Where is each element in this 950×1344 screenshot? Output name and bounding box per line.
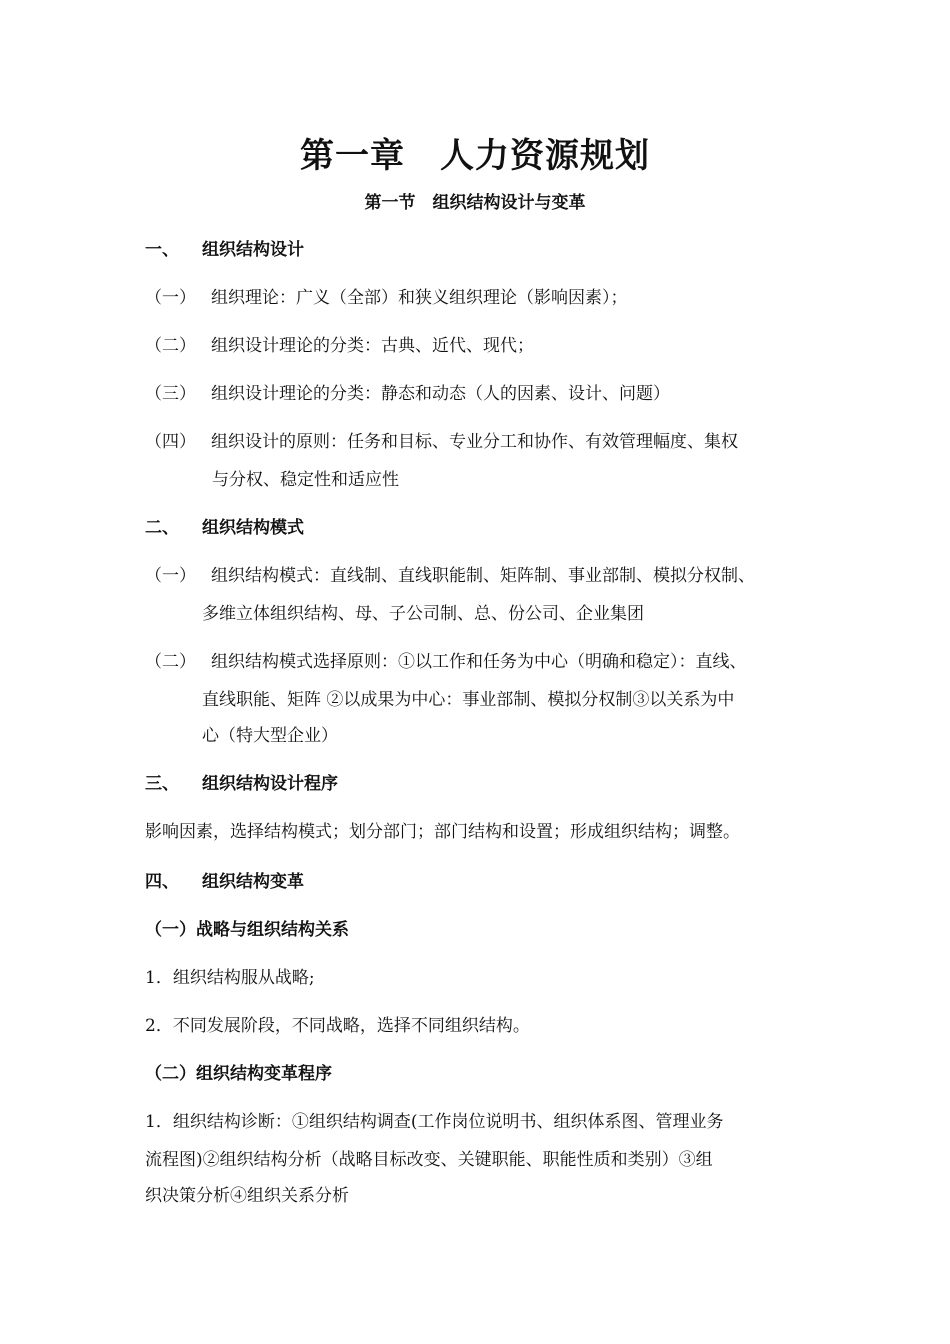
heading-text: 组织结构变革: [202, 872, 304, 892]
list-item: 1．组织结构服从战略;: [145, 968, 315, 988]
item-text: 组织设计理论的分类：静态和动态（人的因素、设计、问题）: [211, 384, 670, 404]
paragraph: [145, 334, 534, 358]
item-text: 组织设计的原则：任务和目标、专业分工和协作、有效管理幅度、集权: [211, 432, 738, 452]
item-number: （四）: [145, 432, 196, 452]
heading-1: [145, 238, 304, 262]
paragraph: [145, 382, 670, 406]
paragraph-continuation: 与分权、稳定性和适应性: [212, 470, 399, 490]
subheading: （二）组织结构变革程序: [145, 1064, 332, 1084]
heading-text: 组织结构设计: [202, 240, 304, 260]
item-text: 组织结构模式选择原则：①以工作和任务为中心（明确和稳定）：直线、: [211, 652, 747, 672]
item-number: （二）: [145, 652, 196, 672]
heading-4: [145, 870, 304, 894]
heading-number: 二、: [145, 518, 179, 538]
paragraph: [145, 564, 755, 588]
item-text: 组织设计理论的分类：古典、近代、现代；: [211, 336, 534, 356]
list-item: 2．不同发展阶段，不同战略，选择不同组织结构。: [145, 1016, 530, 1036]
list-item: 1．组织结构诊断：①组织结构调查(工作岗位说明书、组织体系图、管理业务: [145, 1112, 724, 1132]
heading-number: 四、: [145, 872, 179, 892]
item-number: （三）: [145, 384, 196, 404]
heading-text: 组织结构设计程序: [202, 774, 338, 794]
heading-number: 三、: [145, 774, 179, 794]
list-item-continuation: 织决策分析④组织关系分析: [145, 1186, 349, 1206]
heading-text: 组织结构模式: [202, 518, 304, 538]
item-text: 组织结构模式：直线制、直线职能制、矩阵制、事业部制、模拟分权制、: [211, 566, 755, 586]
paragraph-continuation: 直线职能、矩阵 ②以成果为中心：事业部制、模拟分权制③以关系为中: [202, 690, 735, 710]
heading-number: 一、: [145, 240, 179, 260]
heading-3: [145, 772, 338, 796]
chapter-title: 第一章 人力资源规划: [300, 136, 650, 176]
paragraph: [145, 286, 628, 310]
list-item-continuation: 流程图)②组织结构分析（战略目标改变、关键职能、职能性质和类别）③组: [145, 1150, 713, 1170]
subheading: （一）战略与组织结构关系: [145, 920, 349, 940]
item-number: （二）: [145, 336, 196, 356]
item-number: （一）: [145, 566, 196, 586]
paragraph: 影响因素，选择结构模式；划分部门；部门结构和设置；形成组织结构；调整。: [145, 822, 740, 842]
item-number: （一）: [145, 288, 196, 308]
paragraph: [145, 650, 747, 674]
section-title: 第一节 组织结构设计与变革: [364, 193, 586, 213]
paragraph: [145, 430, 738, 454]
item-text: 组织理论：广义（全部）和狭义组织理论（影响因素）；: [211, 288, 628, 308]
paragraph-continuation: 多维立体组织结构、母、子公司制、总、份公司、企业集团: [202, 604, 644, 624]
heading-2: [145, 516, 304, 540]
paragraph-continuation: 心（特大型企业）: [202, 726, 338, 746]
